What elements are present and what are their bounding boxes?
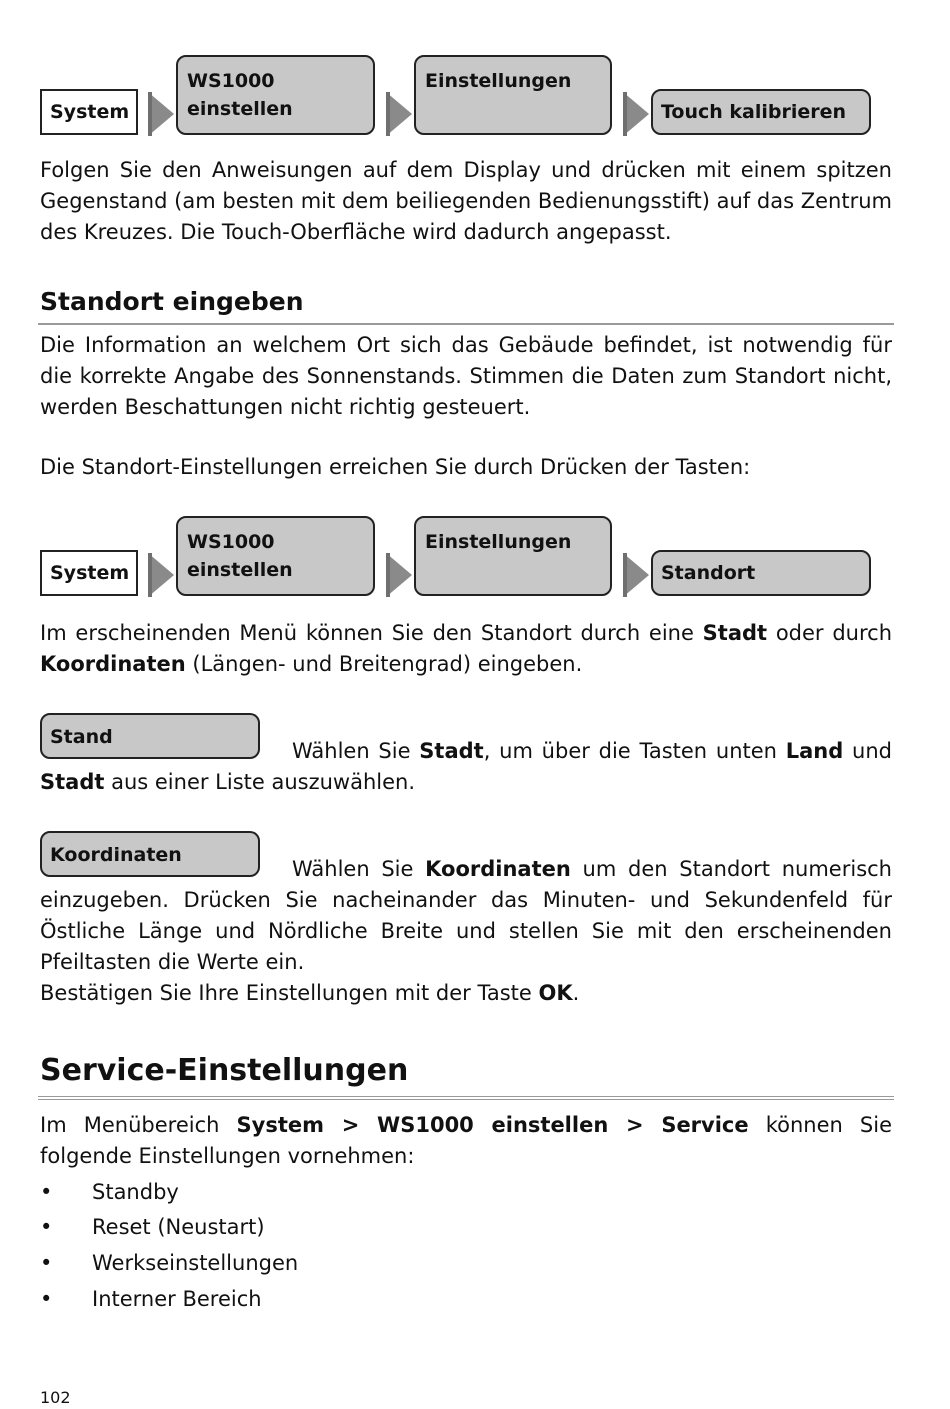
arrow-right-icon (386, 92, 408, 136)
stand-button[interactable]: Stand (40, 713, 260, 759)
arrow-right-icon (148, 553, 170, 597)
ws1000-einstellen-button[interactable]: WS1000 einstellen (176, 516, 375, 596)
system-button[interactable]: System (40, 89, 138, 135)
heading-rule (38, 1096, 894, 1100)
arrow-right-icon (623, 553, 645, 597)
paragraph-touch: Folgen Sie den Anweisungen auf dem Display und drücken mit einem spitzen Gegenstand (am besten mit dem beiliegenden Bedienungsstift) auf das Zentrum des Kreuzes. Die Touch-Oberfläche wird dadurch angepasst. (40, 158, 892, 244)
page-number: 102 (40, 1388, 71, 1407)
standort-button[interactable]: Standort (651, 550, 871, 596)
paragraph-standort-info: Die Information an welchem Ort sich das Gebäude befindet, ist notwendig für die korrekte Angabe des Sonnenstands. Stimmen die Daten zum Standort nicht, werden Beschattungen nicht richtig gesteuert. (40, 333, 892, 419)
ws1000-einstellen-button[interactable]: WS1000 einstellen (176, 55, 375, 135)
koordinaten-button[interactable]: Koordinaten (40, 831, 260, 877)
heading-service: Service-Einstellungen (40, 1053, 409, 1088)
einstellungen-button[interactable]: Einstellungen (414, 516, 612, 596)
paragraph-standort-menu: Im erscheinenden Menü können Sie den Standort durch eine Stadt oder durch Koordinaten (Längen- und Breitengrad) eingeben. (40, 621, 893, 676)
heading-rule (38, 323, 894, 325)
paragraph-service: Im Menübereich System > WS1000 einstellen > Service können Sie folgende Einstellungen vornehmen: (40, 1113, 892, 1168)
einstellungen-button[interactable]: Einstellungen (414, 55, 612, 135)
touch-kalibrieren-button[interactable]: Touch kalibrieren (651, 89, 871, 135)
paragraph-stadt: Wählen Sie Stadt, um über die Tasten unten Land und Stadt aus einer Liste auszuwählen. (40, 739, 892, 794)
arrow-right-icon (623, 92, 645, 136)
heading-standort: Standort eingeben (40, 287, 304, 316)
paragraph-standort-tasten: Die Standort-Einstellungen erreichen Sie durch Drücken der Tasten: (40, 455, 751, 479)
arrow-right-icon (148, 92, 170, 136)
arrow-right-icon (386, 553, 408, 597)
paragraph-koordinaten: Wählen Sie Koordinaten um den Standort numerisch einzugeben. Drücken Sie nacheinander das Minuten- und Sekundenfeld für Östliche Länge und Nördliche Breite und stellen Sie mit den erscheinenden Pfeiltasten die Werte ein. Bestätigen Sie Ihre Einstellungen mit der Taste OK. (40, 857, 892, 1005)
system-button[interactable]: System (40, 550, 138, 596)
